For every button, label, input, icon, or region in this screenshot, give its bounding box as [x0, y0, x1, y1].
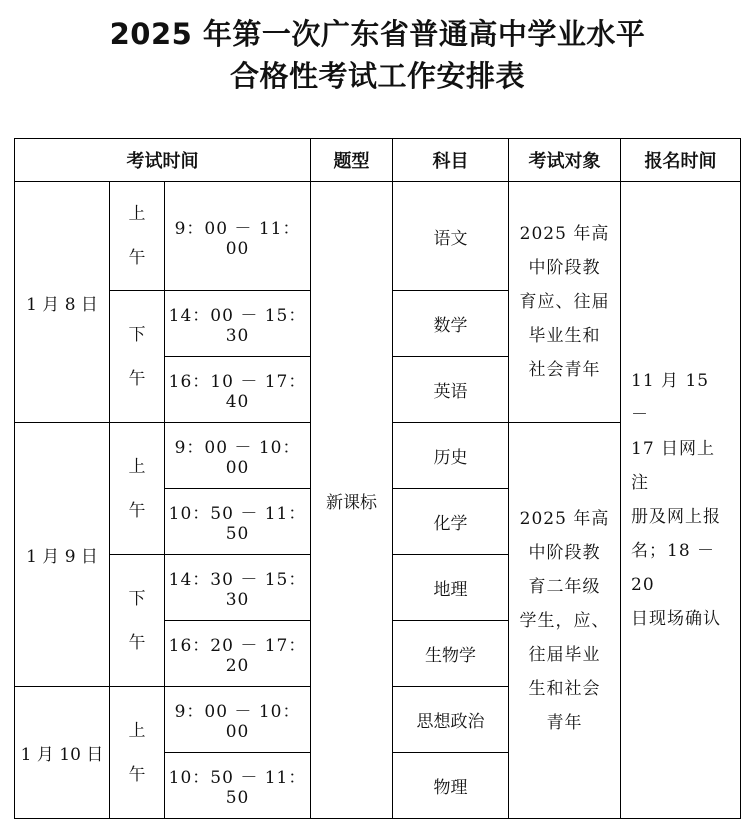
subject-cell-text: 物理	[433, 778, 468, 798]
exam-schedule-table	[14, 138, 741, 819]
period-cell	[110, 687, 165, 819]
header-exam-time	[15, 139, 311, 182]
header-subject	[393, 139, 509, 182]
time-cell	[165, 357, 311, 423]
time-cell	[165, 753, 311, 819]
time-cell-text: 14：30 － 15：30	[168, 570, 307, 610]
time-cell-text: 9：00 － 10：00	[174, 702, 301, 742]
time-cell-text: 9：00 － 11：00	[174, 218, 301, 259]
time-cell	[165, 423, 311, 489]
period-cell	[110, 423, 165, 555]
time-cell	[165, 687, 311, 753]
time-cell-text: 16：10 － 17：40	[168, 372, 307, 412]
subject-cell	[393, 555, 509, 621]
day-cell	[15, 182, 110, 423]
subject-cell-text: 历史	[433, 448, 468, 468]
time-cell	[165, 555, 311, 621]
subject-cell	[393, 423, 509, 489]
period-cell-text: 上 午	[128, 456, 146, 521]
table-header-row	[15, 139, 741, 182]
subject-cell	[393, 621, 509, 687]
subject-cell-text: 英语	[433, 382, 468, 402]
document-title-line-1: 2025 年第一次广东省普通高中学业水平	[109, 17, 646, 51]
time-cell	[165, 291, 311, 357]
period-cell	[110, 555, 165, 687]
subject-cell-text: 地理	[433, 580, 468, 600]
question-type-cell	[311, 182, 393, 819]
subject-cell	[393, 489, 509, 555]
day-cell	[15, 423, 110, 687]
header-target	[509, 139, 621, 182]
subject-cell-text: 思想政治	[416, 712, 485, 732]
registration-cell	[621, 182, 741, 819]
target-cell	[509, 423, 621, 819]
subject-cell-text: 生物学	[425, 646, 477, 666]
subject-cell	[393, 687, 509, 753]
time-cell	[165, 489, 311, 555]
subject-cell	[393, 357, 509, 423]
registration-cell-text: 11 月 15 － 17 日网上注 册及网上报 名；18 － 20 日现场确认	[631, 371, 722, 629]
period-cell	[110, 182, 165, 291]
document-title-line-2: 合格性考试工作安排表	[229, 59, 525, 93]
period-cell-text: 下 午	[128, 588, 146, 653]
subject-cell	[393, 753, 509, 819]
subject-cell-text: 数学	[433, 316, 468, 336]
time-cell-text: 10：50 － 11：50	[168, 504, 307, 544]
header-target-text: 考试对象	[528, 151, 601, 172]
question-type-cell-text: 新课标	[326, 492, 378, 513]
day-cell	[15, 687, 110, 819]
header-question-type	[311, 139, 393, 182]
table-row	[15, 182, 741, 291]
time-cell-text: 16：20 － 17：20	[168, 636, 307, 676]
target-cell	[509, 182, 621, 423]
target-cell-text: 2025 年高 中阶段教 育应、往届 毕业生和 社会青年	[519, 224, 610, 380]
header-registration-text: 报名时间	[644, 151, 717, 172]
time-cell-text: 10：50 － 11：50	[168, 768, 307, 808]
day-cell-text: 1 月 9 日	[26, 547, 98, 567]
period-cell-text: 上 午	[128, 204, 146, 268]
header-registration	[621, 139, 741, 182]
period-cell	[110, 291, 165, 423]
subject-cell-text: 语文	[433, 228, 468, 249]
day-cell-text: 1 月 8 日	[26, 294, 98, 315]
period-cell-text: 上 午	[128, 720, 146, 785]
time-cell	[165, 621, 311, 687]
header-exam-time-text: 考试时间	[126, 151, 199, 172]
day-cell-text: 1 月 10 日	[20, 745, 104, 765]
header-subject-text: 科目	[432, 151, 469, 172]
subject-cell-text: 化学	[433, 514, 468, 534]
time-cell-text: 9：00 － 10：00	[174, 438, 301, 478]
target-cell-text: 2025 年高 中阶段教 育二年级 学生，应、 往届毕业 生和社会 青年	[519, 508, 610, 733]
period-cell-text: 下 午	[128, 324, 146, 389]
subject-cell	[393, 291, 509, 357]
subject-cell	[393, 182, 509, 291]
time-cell-text: 14：00 － 15：30	[168, 306, 307, 346]
header-question-type-text: 题型	[333, 151, 370, 172]
time-cell	[165, 182, 311, 291]
